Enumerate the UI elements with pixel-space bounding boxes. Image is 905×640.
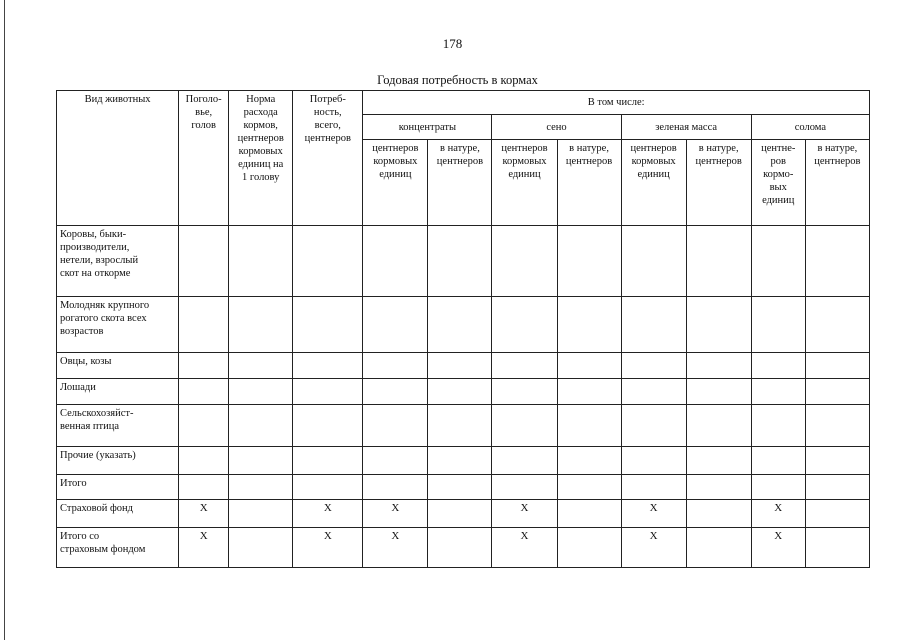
- table-cell[interactable]: [686, 528, 751, 568]
- table-cell[interactable]: [621, 353, 686, 379]
- x-mark: Х: [774, 530, 783, 542]
- table-cell[interactable]: [686, 297, 751, 353]
- table-cell[interactable]: [621, 297, 686, 353]
- table-row: [57, 379, 870, 405]
- table-cell[interactable]: [751, 500, 805, 528]
- table-cell[interactable]: [805, 297, 869, 353]
- table-cell[interactable]: [557, 500, 621, 528]
- table-row: [57, 353, 870, 379]
- table-cell[interactable]: [363, 353, 428, 379]
- table-cell[interactable]: [751, 379, 805, 405]
- header-group-green-mass: зеленая масса: [621, 115, 751, 140]
- table-cell[interactable]: [621, 447, 686, 475]
- header-group-concentrates: концентраты: [363, 115, 492, 140]
- table-cell[interactable]: [805, 353, 869, 379]
- header-group-hay: сено: [492, 115, 621, 140]
- x-mark: Х: [391, 502, 400, 514]
- page-number: 178: [442, 36, 463, 51]
- table-row: [57, 475, 870, 500]
- table-cell[interactable]: [557, 226, 621, 297]
- table-cell[interactable]: [557, 405, 621, 447]
- table-cell[interactable]: [179, 353, 229, 379]
- row-label: Итого: [57, 475, 179, 500]
- table-cell[interactable]: [805, 447, 869, 475]
- table-cell[interactable]: [557, 528, 621, 568]
- table-cell[interactable]: [179, 528, 229, 568]
- x-mark: Х: [649, 530, 658, 542]
- row-label: Итого со страховым фондом: [57, 528, 179, 568]
- table-cell[interactable]: [621, 475, 686, 500]
- table-cell[interactable]: [492, 379, 557, 405]
- table-cell[interactable]: [557, 379, 621, 405]
- table-cell[interactable]: [229, 379, 293, 405]
- table-cell[interactable]: [805, 528, 869, 568]
- page-margin-line: [4, 0, 5, 640]
- table-cell[interactable]: [179, 405, 229, 447]
- row-label: Овцы, козы: [57, 353, 179, 379]
- table-cell[interactable]: [179, 379, 229, 405]
- table-cell[interactable]: [229, 353, 293, 379]
- table-row: [57, 226, 870, 297]
- table-cell[interactable]: [293, 379, 363, 405]
- table-cell[interactable]: [229, 475, 293, 500]
- table-cell[interactable]: [428, 447, 492, 475]
- table-cell[interactable]: [621, 226, 686, 297]
- table-cell[interactable]: [363, 500, 428, 528]
- table-cell[interactable]: [229, 528, 293, 568]
- table-cell[interactable]: [557, 475, 621, 500]
- table-cell[interactable]: [492, 297, 557, 353]
- header-total-need: Потреб- ность, всего, центнеров: [293, 91, 363, 226]
- table-cell[interactable]: [293, 475, 363, 500]
- table-row: [57, 500, 870, 528]
- header-group-straw: солома: [751, 115, 869, 140]
- table-cell[interactable]: [621, 405, 686, 447]
- table-cell[interactable]: [805, 379, 869, 405]
- table-row: [57, 405, 870, 447]
- table-cell[interactable]: [805, 500, 869, 528]
- x-mark: Х: [199, 530, 208, 542]
- table-cell[interactable]: [428, 379, 492, 405]
- row-label: Прочие (указать): [57, 447, 179, 475]
- table-cell[interactable]: [428, 528, 492, 568]
- table-cell[interactable]: [179, 226, 229, 297]
- table-cell[interactable]: [363, 379, 428, 405]
- table-cell[interactable]: [621, 379, 686, 405]
- table-cell[interactable]: [293, 297, 363, 353]
- table-cell[interactable]: [751, 226, 805, 297]
- table-cell[interactable]: [751, 528, 805, 568]
- header-green-mass-units: центнеров кормовых единиц: [621, 140, 686, 226]
- table-cell[interactable]: [621, 500, 686, 528]
- table-cell[interactable]: [492, 226, 557, 297]
- header-norm: Норма расхода кормов, центнеров кормовых единиц на 1 голову: [229, 91, 293, 226]
- table-cell[interactable]: [293, 405, 363, 447]
- table-cell[interactable]: [428, 500, 492, 528]
- table-cell[interactable]: [363, 475, 428, 500]
- table-cell[interactable]: [229, 447, 293, 475]
- table-cell[interactable]: [557, 353, 621, 379]
- table-cell[interactable]: [363, 297, 428, 353]
- row-label: Коровы, быки- производители, нетели, взрослый скот на откорме: [57, 226, 179, 297]
- row-label: Молодняк крупного рогатого скота всех возрастов: [57, 297, 179, 353]
- table-cell[interactable]: [428, 475, 492, 500]
- row-label: Страховой фонд: [57, 500, 179, 528]
- x-mark: Х: [323, 502, 332, 514]
- table-cell[interactable]: [492, 405, 557, 447]
- table-row: [57, 447, 870, 475]
- table-cell[interactable]: [229, 297, 293, 353]
- header-green-mass-natural: в натуре, центнеров: [686, 140, 751, 226]
- table-title: Годовая потребность в кормах: [377, 73, 538, 87]
- x-mark: Х: [391, 530, 400, 542]
- table-cell[interactable]: [805, 475, 869, 500]
- table-cell[interactable]: [428, 353, 492, 379]
- table-cell[interactable]: [492, 500, 557, 528]
- row-label: Лошади: [57, 379, 179, 405]
- table-cell[interactable]: [621, 528, 686, 568]
- table-body: [57, 226, 870, 568]
- table-cell[interactable]: [751, 405, 805, 447]
- table-row: [57, 528, 870, 568]
- table-cell[interactable]: [492, 475, 557, 500]
- table-cell[interactable]: [229, 226, 293, 297]
- table-cell[interactable]: [293, 528, 363, 568]
- table-cell[interactable]: [293, 353, 363, 379]
- header-animal-type: Вид животных: [57, 91, 179, 226]
- table-cell[interactable]: [293, 500, 363, 528]
- table-cell[interactable]: [293, 447, 363, 475]
- table-cell[interactable]: [805, 226, 869, 297]
- table-cell[interactable]: [751, 353, 805, 379]
- table-cell[interactable]: [751, 447, 805, 475]
- x-mark: Х: [649, 502, 658, 514]
- table-cell[interactable]: [751, 475, 805, 500]
- table-cell[interactable]: [229, 405, 293, 447]
- table-cell[interactable]: [363, 405, 428, 447]
- header-concentrates-natural: в натуре, центнеров: [428, 140, 492, 226]
- table-cell[interactable]: [492, 353, 557, 379]
- feed-requirement-table: [56, 90, 870, 568]
- table-cell[interactable]: [428, 226, 492, 297]
- x-mark: Х: [323, 530, 332, 542]
- table-cell[interactable]: [686, 379, 751, 405]
- x-mark: Х: [520, 530, 529, 542]
- table-cell[interactable]: [557, 297, 621, 353]
- x-mark: Х: [199, 502, 208, 514]
- table-cell[interactable]: [363, 226, 428, 297]
- table-cell[interactable]: [805, 405, 869, 447]
- table-cell[interactable]: [179, 500, 229, 528]
- table-cell[interactable]: [229, 500, 293, 528]
- table-cell[interactable]: [686, 475, 751, 500]
- header-headcount: Поголо- вье, голов: [179, 91, 229, 226]
- table-cell[interactable]: [179, 475, 229, 500]
- table-cell[interactable]: [492, 528, 557, 568]
- table-cell[interactable]: [686, 405, 751, 447]
- table-cell[interactable]: [179, 447, 229, 475]
- header-hay-natural: в натуре, центнеров: [557, 140, 621, 226]
- x-mark: Х: [774, 502, 783, 514]
- table-cell[interactable]: [686, 447, 751, 475]
- header-concentrates-units: центнеров кормовых единиц: [363, 140, 428, 226]
- table-cell[interactable]: [428, 297, 492, 353]
- header-straw-units: центне- ров кормо- вых единиц: [751, 140, 805, 226]
- table-cell[interactable]: [686, 500, 751, 528]
- header-straw-natural: в натуре, центнеров: [805, 140, 869, 226]
- x-mark: Х: [520, 502, 529, 514]
- table-cell[interactable]: [293, 226, 363, 297]
- header-including: В том числе:: [363, 91, 870, 115]
- table-cell[interactable]: [751, 297, 805, 353]
- table-cell[interactable]: [557, 447, 621, 475]
- table-cell[interactable]: [363, 447, 428, 475]
- table-cell[interactable]: [363, 528, 428, 568]
- header-hay-units: центнеров кормовых единиц: [492, 140, 557, 226]
- row-label: Сельскохозяйст- венная птица: [57, 405, 179, 447]
- table-cell[interactable]: [686, 226, 751, 297]
- table-cell[interactable]: [686, 353, 751, 379]
- table-row: [57, 297, 870, 353]
- table-cell[interactable]: [428, 405, 492, 447]
- table-cell[interactable]: [179, 297, 229, 353]
- table-cell[interactable]: [492, 447, 557, 475]
